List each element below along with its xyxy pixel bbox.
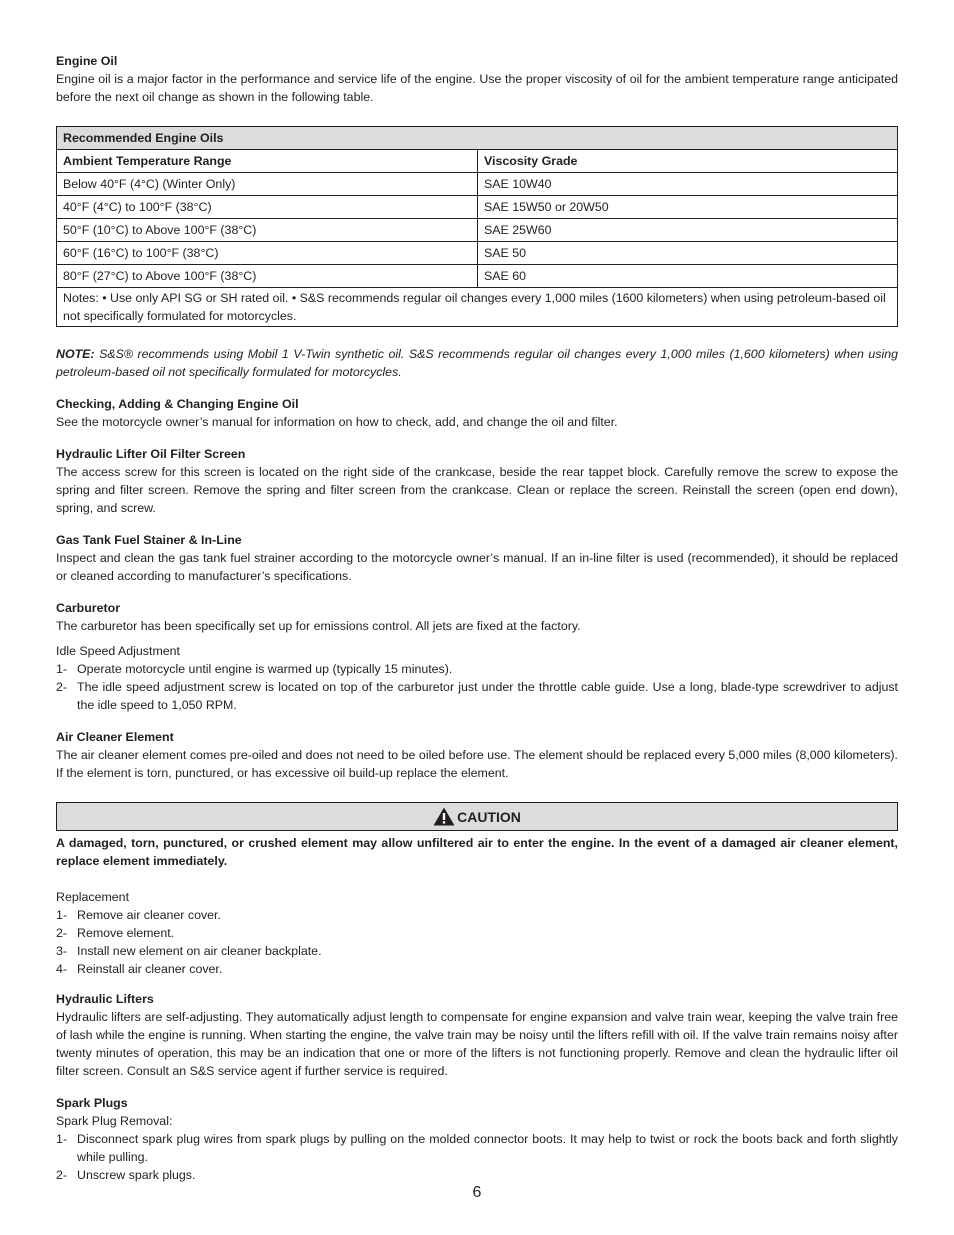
recommended-oils-table [56, 126, 898, 327]
viscosity-cell: SAE 10W40 [478, 173, 898, 196]
step-number: 2- [56, 926, 68, 940]
list-item [56, 660, 898, 678]
step-text: Disconnect spark plug wires from spark plugs by pulling on the molded connector boots. It may help to twist or rock the boots back and forth slightly while pulling. [77, 1132, 898, 1164]
lifter-screen-body: The access screw for this screen is located on the right side of the crankcase, beside the rear tappet block. Carefully remove the screw to expose the spring and filter screen. Remove the spring and filter screen from the crankcase. Clean or replace the screen. Reinstall the screen (open end down), spring, and screw. [56, 465, 898, 515]
carburetor-heading: Carburetor [56, 601, 121, 615]
table-notes: Notes: • Use only API SG or SH rated oil. • S&S recommends regular oil changes every 1,000 miles (1600 kilometers) when using petroleum-based oil not specifically formulated for motorcycles. [57, 288, 898, 327]
document-page [56, 52, 898, 1184]
list-item [56, 942, 898, 960]
spark-plug-steps [56, 1130, 898, 1184]
table-row [57, 173, 898, 196]
note-paragraph [56, 345, 898, 381]
fuel-strainer-body: Inspect and clean the gas tank fuel strainer according to the motorcycle owner’s manual. If an in-line filter is used (recommended), it should be replaced or cleaned according to manufacturer’s specifications. [56, 551, 898, 583]
replacement-subheading: Replacement [56, 890, 130, 904]
temperature-cell: Below 40°F (4°C) (Winter Only) [57, 173, 478, 196]
table-title: Recommended Engine Oils [57, 127, 898, 150]
hydraulic-lifters-body: Hydraulic lifters are self-adjusting. They automatically adjust length to compensate for engine expansion and valve train wear, keeping the valve train free of lash while the engine is running. When starting the engine, the valve train may be noisy until the lifters refill with oil. If the valve train remains noisy after twenty minutes of operation, this may be an indication that one or more of the lifters is not functioning properly. Remove and clean the hydraulic lifter oil filter screen. Consult an S&S service agent if further service is required. [56, 1010, 898, 1078]
list-item [56, 924, 898, 942]
page-number: 6 [472, 1184, 482, 1201]
note-label: NOTE: [56, 347, 95, 361]
table-row [57, 196, 898, 219]
step-number: 2- [56, 1168, 68, 1182]
table-title-row [57, 127, 898, 150]
note-text: S&S® recommends using Mobil 1 V-Twin synthetic oil. S&S recommends regular oil changes every 1,000 miles (1,600 kilometers) when using petroleum-based oil not specifically formulated for motorcycles. [56, 347, 898, 379]
fuel-strainer-heading: Gas Tank Fuel Stainer & In-Line [56, 533, 242, 547]
table-row [57, 242, 898, 265]
column-header-viscosity: Viscosity Grade [478, 150, 898, 173]
step-number: 1- [56, 662, 68, 676]
step-text: Remove air cleaner cover. [77, 908, 221, 922]
lifter-screen-heading: Hydraulic Lifter Oil Filter Screen [56, 447, 246, 461]
step-text: Remove element. [77, 926, 175, 940]
table-header-row [57, 150, 898, 173]
checking-heading: Checking, Adding & Changing Engine Oil [56, 397, 299, 411]
engine-oil-body: Engine oil is a major factor in the performance and service life of the engine. Use the proper viscosity of oil for the ambient temperature range anticipated before the next oil change as shown in the following table. [56, 72, 898, 104]
engine-oil-heading: Engine Oil [56, 54, 118, 68]
caution-text: A damaged, torn, punctured, or crushed element may allow unfiltered air to enter the engine. In the event of a damaged air cleaner element, replace element immediately. [56, 836, 898, 868]
air-cleaner-body: The air cleaner element comes pre-oiled and does not need to be oiled before use. The element should be replaced every 5,000 miles (8,000 kilometers). If the element is torn, punctured, or has excessive oil build-up replace the element. [56, 748, 898, 780]
temperature-cell: 60°F (16°C) to 100°F (38°C) [57, 242, 478, 265]
step-number: 4- [56, 962, 68, 976]
temperature-cell: 50°F (10°C) to Above 100°F (38°C) [57, 219, 478, 242]
idle-speed-steps [56, 660, 898, 714]
air-cleaner-heading: Air Cleaner Element [56, 730, 174, 744]
list-item [56, 1166, 898, 1184]
step-number: 1- [56, 1132, 68, 1146]
temperature-cell: 80°F (27°C) to Above 100°F (38°C) [57, 265, 478, 288]
warning-triangle-icon [433, 807, 455, 826]
step-text: Reinstall air cleaner cover. [77, 962, 223, 976]
step-number: 2- [56, 680, 68, 694]
hydraulic-lifters-heading: Hydraulic Lifters [56, 992, 154, 1006]
step-text: Install new element on air cleaner backplate. [77, 944, 322, 958]
viscosity-cell: SAE 25W60 [478, 219, 898, 242]
step-text: The idle speed adjustment screw is located on top of the carburetor just under the throttle cable guide. Use a long, blade-type screwdriver to adjust the idle speed to 1,050 RPM. [77, 680, 898, 712]
viscosity-cell: SAE 60 [478, 265, 898, 288]
caution-label: CAUTION [457, 808, 521, 825]
step-text: Operate motorcycle until engine is warmed up (typically 15 minutes). [77, 662, 453, 676]
viscosity-cell: SAE 15W50 or 20W50 [478, 196, 898, 219]
replacement-steps [56, 906, 898, 978]
column-header-temperature: Ambient Temperature Range [57, 150, 478, 173]
checking-body: See the motorcycle owner’s manual for information on how to check, add, and change the oil and filter. [56, 415, 618, 429]
list-item [56, 906, 898, 924]
step-text: Unscrew spark plugs. [77, 1168, 196, 1182]
temperature-cell: 40°F (4°C) to 100°F (38°C) [57, 196, 478, 219]
step-number: 1- [56, 908, 68, 922]
idle-speed-subheading: Idle Speed Adjustment [56, 644, 180, 658]
list-item [56, 678, 898, 714]
table-row [57, 219, 898, 242]
table-notes-row [57, 288, 898, 327]
viscosity-cell: SAE 50 [478, 242, 898, 265]
list-item [56, 1130, 898, 1166]
table-row [57, 265, 898, 288]
list-item [56, 960, 898, 978]
spark-plugs-heading: Spark Plugs [56, 1096, 128, 1110]
spark-plug-removal-subheading: Spark Plug Removal: [56, 1114, 173, 1128]
step-number: 3- [56, 944, 68, 958]
caution-banner [56, 802, 898, 831]
carburetor-body: The carburetor has been specifically set up for emissions control. All jets are fixed at the factory. [56, 619, 581, 633]
